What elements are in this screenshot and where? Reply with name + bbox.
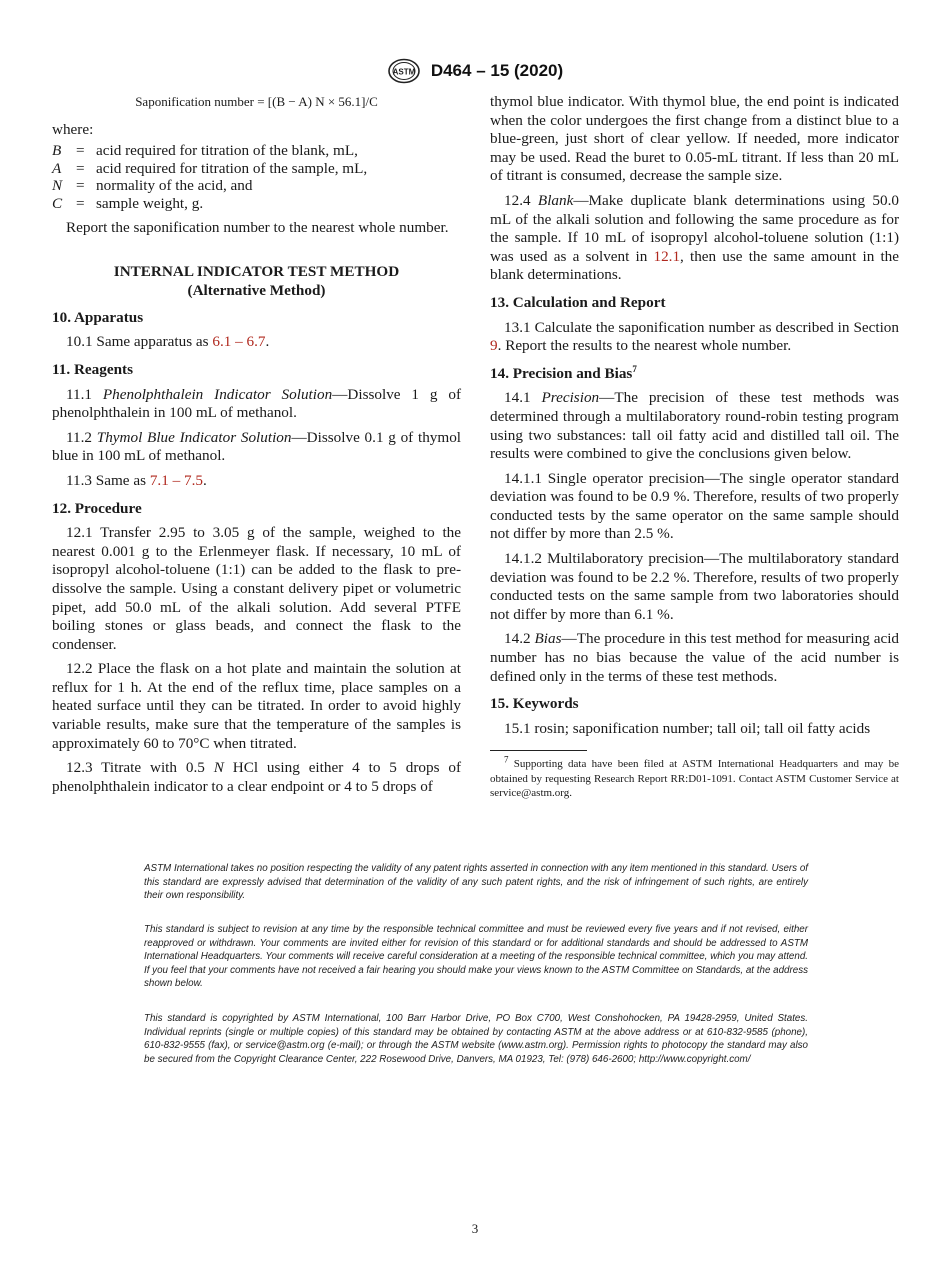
report-paragraph: Report the saponification number to the nearest whole number. <box>66 219 449 237</box>
section-13-heading: 13. Calculation and Report <box>490 293 666 311</box>
paragraph-12-4: 12.4 Blank—Make duplicate blank determinations using 50.0 mL of the alkali solution and following the same procedure as for the sample. If 10 mL of isopropyl alcohol-toluene solution (1:1) was used as a solvent in 12.1, then use the same amount in the blank determinations. <box>490 191 899 284</box>
paragraph-12-3: 12.3 Titrate with 0.5 N HCl using either 4 to 5 drops of phenolphthalein indicator to a clear endpoint or 4 to 5 drops of <box>52 759 462 795</box>
page-header <box>0 58 950 84</box>
paragraph-14-1-2: 14.1.2 Multilaboratory precision—The multilaboratory standard deviation was found to be 2.2 %. Therefore, results of two properly conducted tests on the same sample from two laboratories should not differ by more than 6.1 %. <box>490 550 899 623</box>
paragraph-11-1: 11.1 Phenolphthalein Indicator Solution—Dissolve 1 g of phenolphthalein in 100 mL of methanol. <box>52 385 461 422</box>
paragraph-12-2: 12.2 Place the flask on a hot plate and maintain the solution at reflux for 1 h. At the end of the reflux time, place samples on a heated surface until they can be titrated. In order to avoid highly variable results, make sure that the temperature of the samples is approximately 60 to 70°C when titrated. <box>52 660 461 752</box>
footnote-marker: 7 <box>632 363 637 374</box>
document-designation: D464 – 15 (2020) <box>430 61 564 80</box>
section-12-heading: 12. Procedure <box>52 499 142 517</box>
left-column <box>52 93 461 802</box>
paragraph-11-2: 11.2 Thymol Blue Indicator Solution—Dissolve 0.1 g of thymol blue in 100 mL of methanol. <box>52 428 462 465</box>
section-10-heading: 10. Apparatus <box>52 308 144 326</box>
variable-row: A = acid required for titration of the sample, mL, <box>52 159 368 177</box>
paragraph-15-1: 15.1 rosin; saponification number; tall oil; tall oil fatty acids <box>504 719 871 737</box>
paragraph-14-2: 14.2 Bias—The procedure in this test method for measuring acid number has no bias because the value of the acid number is defined only in the terms of these test methods. <box>490 630 900 685</box>
section-14-heading: 14. Precision and Bias$^7$ <box>490 363 637 382</box>
variable-row: N = normality of the acid, and <box>52 177 253 195</box>
where-label: where: <box>52 120 94 138</box>
paragraph-11-3: 11.3 Same as 7.1 – 7.5. <box>66 471 207 489</box>
right-column <box>490 93 899 807</box>
method-title: INTERNAL INDICATOR TEST METHOD (Alternative Method) <box>113 262 400 299</box>
patent-notice: ASTM International takes no position respecting the validity of any patent rights asserted in connection with any item mentioned in this standard. Users of this standard are expressly advised that determination of the validity of any such patent rights, and the risk of infringement of such rights, are entirely their own responsibility. <box>144 863 808 902</box>
paragraph-14-1: 14.1 Precision—The precision of these test methods was determined through a multilaboratory round-robin testing program using two substances: tall oil fatty acid and distilled tall oil. The results were combined to give the conclusions given below. <box>490 389 899 463</box>
variable-list <box>52 142 461 212</box>
variable-row: B = acid required for titration of the blank, mL, <box>52 142 358 160</box>
section-11-heading: 11. Reagents <box>52 360 133 378</box>
footnote-divider <box>490 750 587 751</box>
paragraph-10-1: 10.1 Same apparatus as 6.1 – 6.7. <box>66 333 270 351</box>
copyright-notice: This standard is copyrighted by ASTM International, 100 Barr Harbor Drive, PO Box C700, West Conshohocken, PA 19428-2959, United States. Individual reprints (single or multiple copies) of this standard may be obtained by contacting ASTM at the above address or at 610-832-9585 (phone), 610-832-9555 (fax), or service@astm.org (e-mail); or through the ASTM website (www.astm.org). Permission rights to photocopy the standard may also be secured from the Copyright Clearance Center, 222 Rosewood Drive, Danvers, MA 01923, Tel: (978) 646-2600; http://www.copyright.com/ <box>144 1013 808 1065</box>
section-reference-link[interactable]: 12.1 <box>653 247 681 265</box>
section-reference-link[interactable]: 7.1 – 7.5 <box>149 471 203 489</box>
page-number: 3 <box>471 1221 479 1236</box>
astm-logo-icon <box>387 58 421 84</box>
section-reference-link[interactable]: 9 <box>490 337 498 355</box>
paragraph-12-1: 12.1 Transfer 2.95 to 3.05 g of the sample, weighed to the nearest 0.001 g to the Erlenmeyer flask. If necessary, 10 mL of isopropyl alcohol-toluene (1:1) can be added to the flask to pre-dissolve the sample. Using a constant delivery pipet or volumetric pipet, add 50.0 mL of the alkali solution. Add several PTFE boiling stones or glass beads, and connect the flask to the condenser. <box>52 524 461 653</box>
variable-row: C = sample weight, g. <box>52 194 204 212</box>
paragraph-12-3-continued: thymol blue indicator. With thymol blue, the end point is indicated when the color undergoes the first change from a distinct blue to a blue-green, just short of clear yellow. If needed, more indicator may be used. Read the buret to 0.05-mL titrant. If less than 20 mL of titrant is consumed, decrease the sample size. <box>490 93 899 185</box>
saponification-formula: Saponification number = [(B − A) N × 56.1]/C <box>135 94 378 109</box>
footnote: $^7$ Supporting data have been filed at ASTM International Headquarters and may be obtained by requesting Research Report RR:D01-1091. Contact ASTM Customer Service at service@astm.org. <box>490 754 899 800</box>
section-reference-link[interactable]: 6.1 – 6.7 <box>212 333 266 351</box>
paragraph-13-1: 13.1 Calculate the saponification number as described in Section 9. Report the results to the nearest whole number. <box>490 318 899 355</box>
paragraph-14-1-1: 14.1.1 Single operator precision—The single operator standard deviation was found to be 0.9 %. Therefore, results of two properly conducted tests by the same operator on the same sample should not differ by more than 2.5 %. <box>490 469 899 543</box>
section-15-heading: 15. Keywords <box>490 695 579 713</box>
svg-text:ASTM: ASTM <box>392 67 416 77</box>
revision-notice: This standard is subject to revision at any time by the responsible technical committee and must be reviewed every five years and if not revised, either reapproved or withdrawn. Your comments are invited either for revision of this standard or for additional standards and should be addressed to ASTM International Headquarters. Your comments will receive careful consideration at a meeting of the responsible technical committee, which you may attend. If you feel that your comments have not received a fair hearing you should make your views known to the ASTM Committee on Standards, at the address shown below. <box>144 924 808 990</box>
